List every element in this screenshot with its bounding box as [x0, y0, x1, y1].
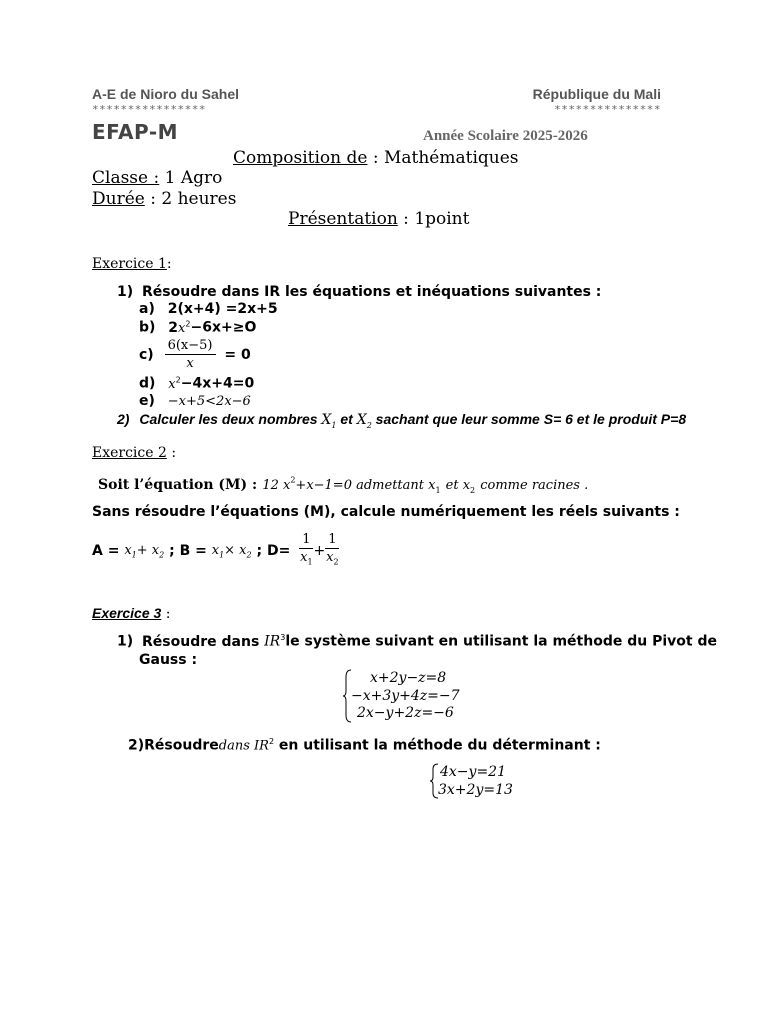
system-2: [430, 762, 540, 800]
ex1-e-label: e): [139, 393, 155, 409]
system-1-eq-2: −x+3y+4z=−7: [351, 688, 460, 704]
left-stars-divider: ****************: [92, 103, 206, 116]
ex1-q2-text-c: sachant que leur somme S= 6 et le produit P=8: [375, 411, 687, 427]
ex1-c-rhs: = 0: [224, 346, 251, 363]
composition-value: : Mathématiques: [367, 148, 519, 168]
ex3-question-2: 2)Résoudredans $IR^2$ en utilisant la méthode du déterminant :: [128, 737, 601, 754]
ex3-q2-set: dans IR: [218, 738, 269, 754]
ex3-q2-text-b: en utilisant la méthode du déterminant :: [278, 737, 601, 754]
ex3-q1-number: 1): [117, 633, 134, 650]
ex1-c-label: c): [139, 346, 154, 363]
duree-label: Durée: [92, 189, 145, 209]
exercise-3-title: Exercice 3: [92, 605, 162, 621]
country-name: République du Mali: [532, 86, 661, 102]
presentation-label: Présentation: [288, 209, 398, 229]
ex1-item-e: [139, 393, 251, 409]
ex1-c-denominator: x: [186, 356, 194, 371]
ex1-item-c: [139, 337, 251, 372]
ex1-q1-number: 1): [117, 284, 134, 300]
right-stars-divider: ***************: [554, 103, 661, 116]
ex1-e-text: −x+5<2x−6: [167, 394, 251, 409]
ex2-b-label: ; B =: [169, 542, 207, 559]
classe-value: 1 Agro: [159, 168, 223, 188]
exercise-1-colon: :: [166, 256, 172, 272]
ex1-item-b: b) $2x^2-6x+\ge O$: [139, 319, 257, 336]
ex2-expressions: $A = x_1+ x_2$ ; $B = x_1\times x_2$ ; D= $\frac{1}{x_1}$ + $\frac{1}{x_2}$: [92, 531, 339, 571]
system-1: [343, 668, 483, 724]
ex2-equation-line: Soit l’équation (M) : 12 $x^2+x-1=0$ admettant $x_1$ et $x_2$ comme racines .: [98, 475, 589, 496]
ex2-d-label: ; D=: [256, 542, 291, 559]
classe-label: Classe :: [92, 168, 160, 188]
ex3-q1-text-b: le système suivant en utilisant la méthode du Pivot de: [285, 633, 717, 650]
ex3-q1-set: IR: [264, 633, 281, 650]
ex3-q1-text-c: Gauss :: [139, 652, 198, 668]
school-year: Année Scolaire 2025-2026: [423, 128, 588, 144]
exercise-3-heading: [92, 605, 170, 622]
ex1-a-text: 2(x+4) =2x+5: [167, 301, 278, 317]
ex1-b-label: b): [139, 319, 156, 336]
ex1-item-d: d) $x^2-4x+4=0$: [139, 375, 255, 392]
ex1-c-fraction: [165, 337, 216, 372]
ex3-q1-text-a: Résoudre dans: [142, 633, 260, 650]
composition-title: [233, 148, 519, 168]
ex1-question-1: [117, 284, 601, 300]
ex2-equation-end: comme racines .: [480, 478, 589, 493]
exercise-2-heading: [92, 445, 176, 461]
system-2-eq-1: 4x−y=21: [440, 764, 506, 780]
school-location: A-E de Nioro du Sahel: [92, 86, 240, 102]
composition-label: Composition de: [233, 148, 368, 168]
ex3-question-1: 1) Résoudre dans $IR^3le$ système suivant en utilisant la méthode du Pivot de: [117, 633, 717, 650]
exercise-1-title: Exercice 1: [92, 256, 167, 272]
ex1-q2-text-a: Calculer les deux nombres: [139, 411, 318, 427]
ex2-d-fraction-1: $\frac{1}{x_1}$: [300, 532, 313, 567]
ex1-q2-text-b: et: [340, 411, 353, 427]
system-2-eq-2: 3x+2y=13: [438, 782, 513, 798]
presentation-value: : 1point: [397, 209, 470, 229]
system-1-eq-3: 2x−y+2z=−6: [357, 705, 454, 721]
ex1-a-label: a): [139, 301, 155, 317]
exercise-1-heading: [92, 256, 172, 272]
presentation-line: [288, 209, 469, 229]
system-1-eq-1: x+2y−z=8: [370, 670, 447, 686]
ex1-question-2: 2) Calculer les deux nombres $X_1$ et $X_2$ sachant que leur somme S= 6 et le produit P=8: [117, 411, 687, 430]
ex1-d-text: −4x+4=0: [180, 375, 255, 392]
exercise-2-colon: :: [166, 445, 177, 461]
classe-line: [92, 168, 222, 188]
ex2-intro: Soit l’équation (M) :: [98, 477, 258, 493]
ex2-a-label: A =: [92, 542, 120, 559]
exercise-2-title: Exercice 2: [92, 445, 167, 461]
duree-value: : 2 heures: [144, 189, 237, 209]
ex1-c-numerator: 6(x−5): [165, 337, 216, 355]
ex1-b-text: −6x+≥O: [190, 319, 257, 336]
ex2-equation: +x−1=0 admettant x: [295, 478, 436, 493]
ex3-q2-text-a: 2)Résoudre: [128, 737, 219, 754]
ex2-d-fraction-2: $\frac{1}{x_2}$: [326, 532, 339, 567]
ex1-q2-number: 2): [117, 411, 130, 427]
ex1-d-label: d): [139, 375, 156, 392]
exercise-3-colon: :: [161, 606, 171, 622]
ex1-item-a: [139, 301, 278, 317]
ex1-q1-text: Résoudre dans IR les équations et inéquations suivantes :: [142, 284, 602, 300]
ex2-instruction: Sans résoudre l’équations (M), calcule numériquement les réels suivants :: [92, 504, 680, 520]
duree-line: [92, 189, 236, 209]
school-name: EFAP-M: [92, 120, 179, 144]
ex2-equation-mid: et x: [445, 478, 471, 493]
